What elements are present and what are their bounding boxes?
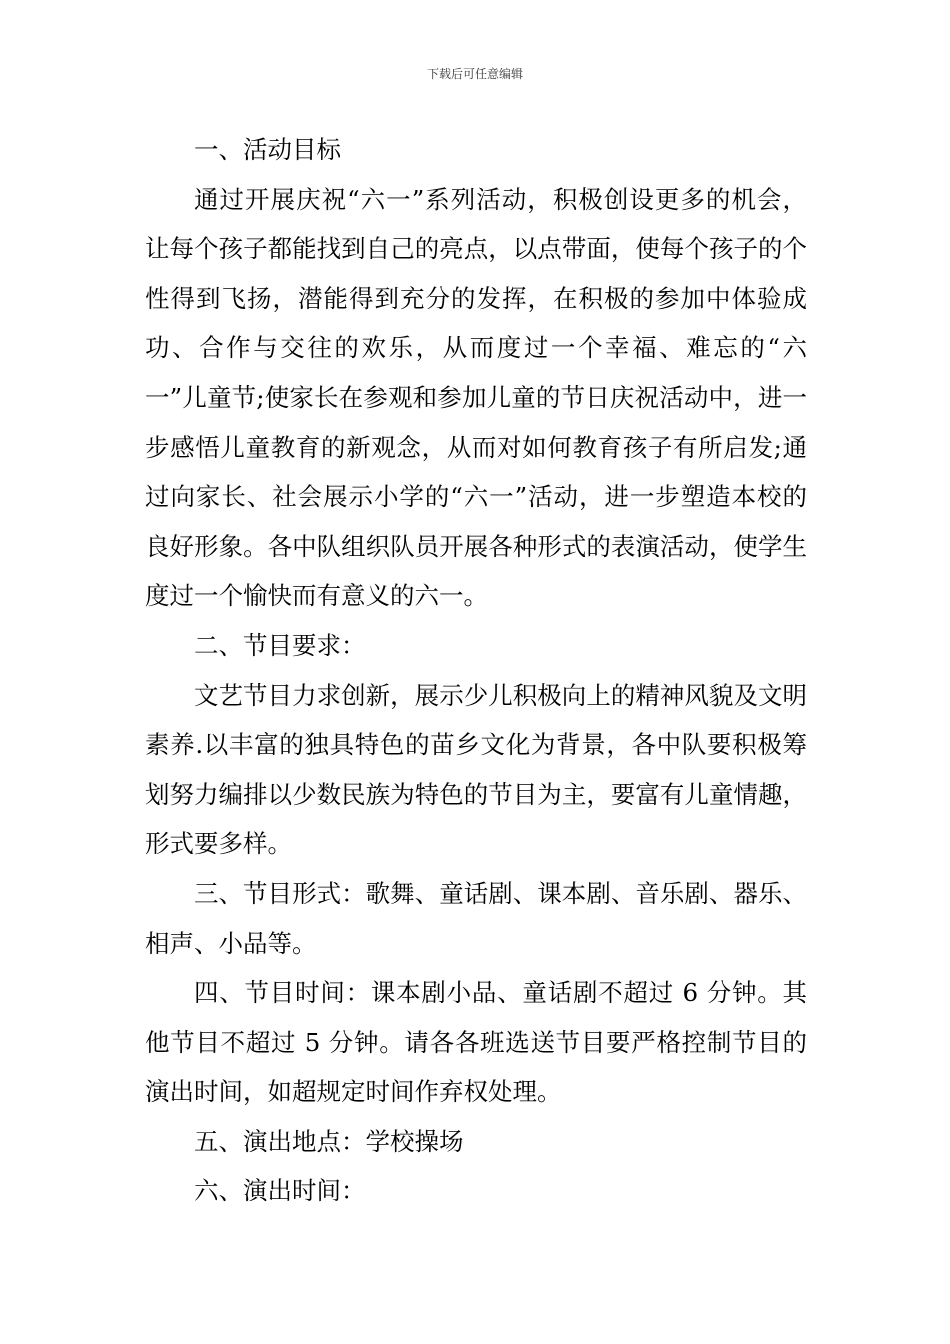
paragraph-goals: 通过开展庆祝“六一”系列活动，积极创设更多的机会，让每个孩子都能找到自己的亮点，以点带面，使每个孩子的个性得到飞扬，潜能得到充分的发挥，在积极的参加中体验成功、合作与交往的欢乐，从而度过一个幸福、难忘的“六一”儿童节;使家长在参观和参加儿童的节日庆祝活动中，进一步感悟儿童教育的新观念，从而对如何教育孩子有所启发;通过向家长、社会展示小学的“六一”活动，进一步塑造本校的良好形象。各中队组织队员开展各种形式的表演活动，使学生度过一个愉快而有意义的六一。 <box>145 184 807 611</box>
paragraph-program-time: 四、节目时间：课本剧小品、童话剧不超过 6 分钟。其他节目不超过 5 分钟。请各各班选送节目要严格控制节目的演出时间，如超规定时间作弃权处理。 <box>145 978 807 1107</box>
paragraph-requirements: 文艺节目力求创新，展示少儿积极向上的精神风貌及文明素养.以丰富的独具特色的苗乡文化为背景，各中队要积极筹划努力编排以少数民族为特色的节目为主，要富有儿童情趣，形式要多样。 <box>145 680 807 859</box>
section-heading-goals: 一、活动目标 <box>194 135 341 164</box>
section-heading-requirements: 二、节目要求： <box>194 630 366 660</box>
document-body <box>145 125 807 1216</box>
paragraph-program-forms: 三、节目形式：歌舞、童话剧、课本剧、音乐剧、器乐、相声、小品等。 <box>145 878 807 958</box>
paragraph-venue: 五、演出地点：学校操场 <box>194 1126 464 1156</box>
header-note: 下载后可任意编辑 <box>426 67 523 81</box>
paragraph-performance-time: 六、演出时间： <box>194 1176 366 1206</box>
